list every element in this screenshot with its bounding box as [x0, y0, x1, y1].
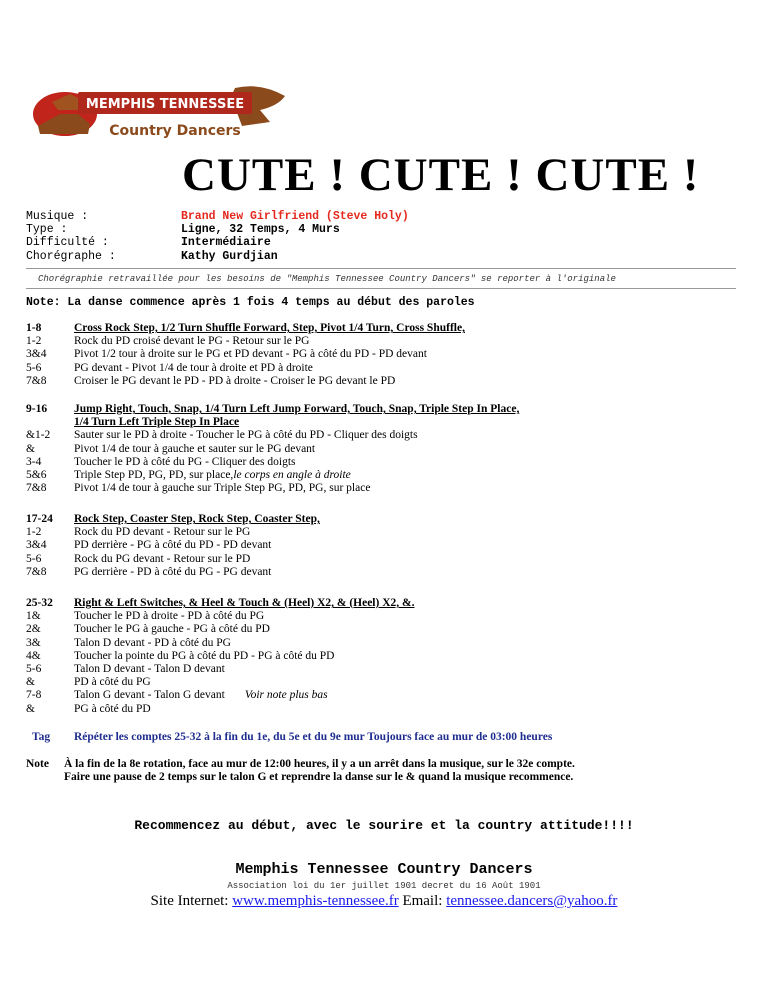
section-9-16 — [26, 403, 746, 495]
club-logo — [30, 84, 290, 146]
section-1-8 — [26, 322, 746, 388]
step-text: Triple Step PD, PG, PD, sur place, — [74, 469, 234, 482]
tag-text: Répéter les comptes 25-32 à la fin du 1e, du 5e et du 9e mur Toujours face au mur de 03:00 heures — [74, 731, 553, 743]
site-label: Site Internet: — [150, 893, 233, 909]
step-text: Pivot 1/2 tour à droite sur le PG et PD devant - PG à côté du PD - PD devant — [74, 348, 427, 361]
step-count: & — [26, 702, 35, 715]
step-count: 5&6 — [26, 469, 47, 482]
section-count: 1-8 — [26, 322, 42, 334]
step-count: 5-6 — [26, 663, 42, 676]
divider-top — [26, 268, 736, 269]
step-count: 4& — [26, 649, 41, 662]
label-difficulty: Difficulté : — [26, 236, 109, 250]
music-value: Brand New Girlfriend (Steve Holy) — [181, 210, 409, 223]
step-text: Talon G devant - Talon G devant — [74, 689, 225, 702]
step-text: Rock du PD croisé devant le PG - Retour sur le PG — [74, 335, 310, 348]
step-count: 3&4 — [26, 539, 47, 552]
step-count: 7-8 — [26, 689, 42, 702]
section-count: 25-32 — [26, 597, 53, 609]
step-text: Toucher le PD à droite - PD à côté du PG — [74, 610, 265, 623]
section-count: 9-16 — [26, 403, 48, 415]
footer-club-name: Memphis Tennessee Country Dancers — [235, 861, 533, 878]
step-count: 2& — [26, 623, 41, 636]
step-count: 5-6 — [26, 361, 42, 374]
step-count: 7&8 — [26, 482, 47, 495]
section-17-24 — [26, 513, 746, 579]
label-type: Type : — [26, 223, 68, 237]
tag-section — [26, 731, 746, 744]
recommence-line: Recommencez au début, avec le sourire et la country attitude!!!! — [134, 818, 634, 833]
note-section — [26, 758, 746, 784]
type-value: Ligne, 32 Temps, 4 Murs — [181, 223, 340, 237]
step-text: Rock du PD devant - Retour sur le PG — [74, 526, 251, 539]
step-text: PG devant - Pivot 1/4 de tour à droite et PD à droite — [74, 361, 313, 374]
step-count: 7&8 — [26, 565, 47, 578]
step-count: &1-2 — [26, 429, 51, 442]
info-labels — [26, 210, 116, 263]
step-italic: Voir note plus bas — [244, 689, 328, 702]
section-heading: Right & Left Switches, & Heel & Touch & (Heel) X2, & (Heel) X2, &. — [74, 597, 415, 609]
step-count: 1-2 — [26, 526, 42, 539]
step-count: 3& — [26, 636, 41, 649]
step-count: 1& — [26, 610, 41, 623]
email-link[interactable]: tennessee.dancers@yahoo.fr — [446, 893, 618, 909]
label-music: Musique : — [26, 210, 89, 223]
choreographer-value: Kathy Gurdjian — [181, 249, 278, 263]
logo-line2: Country Dancers — [109, 123, 241, 139]
email-label: Email: — [398, 893, 447, 909]
section-25-32 — [26, 597, 746, 716]
page-title: CUTE ! CUTE ! CUTE ! — [182, 149, 700, 201]
tag-label: Tag — [32, 731, 51, 743]
info-values — [181, 210, 409, 263]
step-count: & — [26, 676, 35, 689]
step-text: PG derrière - PD à côté du PG - PG devant — [74, 565, 272, 578]
section-heading-cont: 1/4 Turn Left Triple Step In Place — [74, 416, 240, 429]
boot-and-hat-logo-icon — [30, 84, 290, 146]
step-text: Pivot 1/4 de tour à gauche sur Triple Step PG, PD, PG, sur place — [74, 482, 371, 495]
intro-note: Note: La danse commence après 1 fois 4 temps au début des paroles — [26, 296, 475, 309]
note-line2: Faire une pause de 2 temps sur le talon G et reprendre la danse sur le & quand la musique recommence. — [64, 771, 574, 784]
logo-line1: MEMPHIS TENNESSEE — [85, 97, 245, 112]
step-text: PG à côté du PD — [74, 702, 151, 715]
note-line1: À la fin de la 8e rotation, face au mur de 12:00 heures, il y a un arrêt dans la musique, sur le 32e compte. — [64, 758, 575, 770]
footer-association: Association loi du 1er juillet 1901 decret du 16 Août 1901 — [227, 881, 541, 891]
note-label: Note — [26, 758, 49, 770]
step-text: Toucher le PG à gauche - PG à côté du PD — [74, 623, 270, 636]
step-text: Toucher la pointe du PG à côté du PD - PG à côté du PD — [74, 649, 335, 662]
footer-contact — [0, 893, 768, 910]
section-heading: Jump Right, Touch, Snap, 1/4 Turn Left Jump Forward, Touch, Snap, Triple Step In Place, — [74, 403, 520, 415]
section-count: 17-24 — [26, 513, 53, 525]
step-count: 3&4 — [26, 348, 47, 361]
divider-bottom — [26, 288, 736, 289]
step-text: Sauter sur le PD à droite - Toucher le PG à côté du PD - Cliquer des doigts — [74, 429, 418, 442]
step-count: & — [26, 442, 35, 455]
step-count: 7&8 — [26, 374, 47, 387]
step-italic: le corps en angle à droite — [233, 469, 351, 482]
section-heading: Cross Rock Step, 1/2 Turn Shuffle Forward, Step, Pivot 1/4 Turn, Cross Shuffle, — [74, 322, 465, 334]
section-heading: Rock Step, Coaster Step, Rock Step, Coaster Step, — [74, 513, 320, 525]
step-text: Pivot 1/4 de tour à gauche et sauter sur le PG devant — [74, 442, 316, 455]
step-text: PD derrière - PG à côté du PD - PD devant — [74, 539, 272, 552]
step-text: Croiser le PG devant le PD - PD à droite - Croiser le PG devant le PD — [74, 374, 396, 387]
step-count: 3-4 — [26, 455, 42, 468]
site-link[interactable]: www.memphis-tennessee.fr — [232, 893, 399, 909]
step-text: Talon D devant - PD à côté du PG — [74, 636, 231, 649]
credit-line: Chorégraphie retravaillée pour les besoins de "Memphis Tennessee Country Dancers" se reporter à l'originale — [38, 274, 616, 284]
step-text: Toucher le PD à côté du PG - Cliquer des doigts — [74, 455, 296, 468]
step-count: 1-2 — [26, 335, 42, 348]
step-text: Rock du PG devant - Retour sur le PD — [74, 552, 251, 565]
step-text: Talon D devant - Talon D devant — [74, 663, 225, 676]
label-choreographer: Chorégraphe : — [26, 249, 116, 263]
step-text: PD à côté du PG — [74, 676, 151, 689]
difficulty-value: Intermédiaire — [181, 236, 271, 250]
step-count: 5-6 — [26, 552, 42, 565]
